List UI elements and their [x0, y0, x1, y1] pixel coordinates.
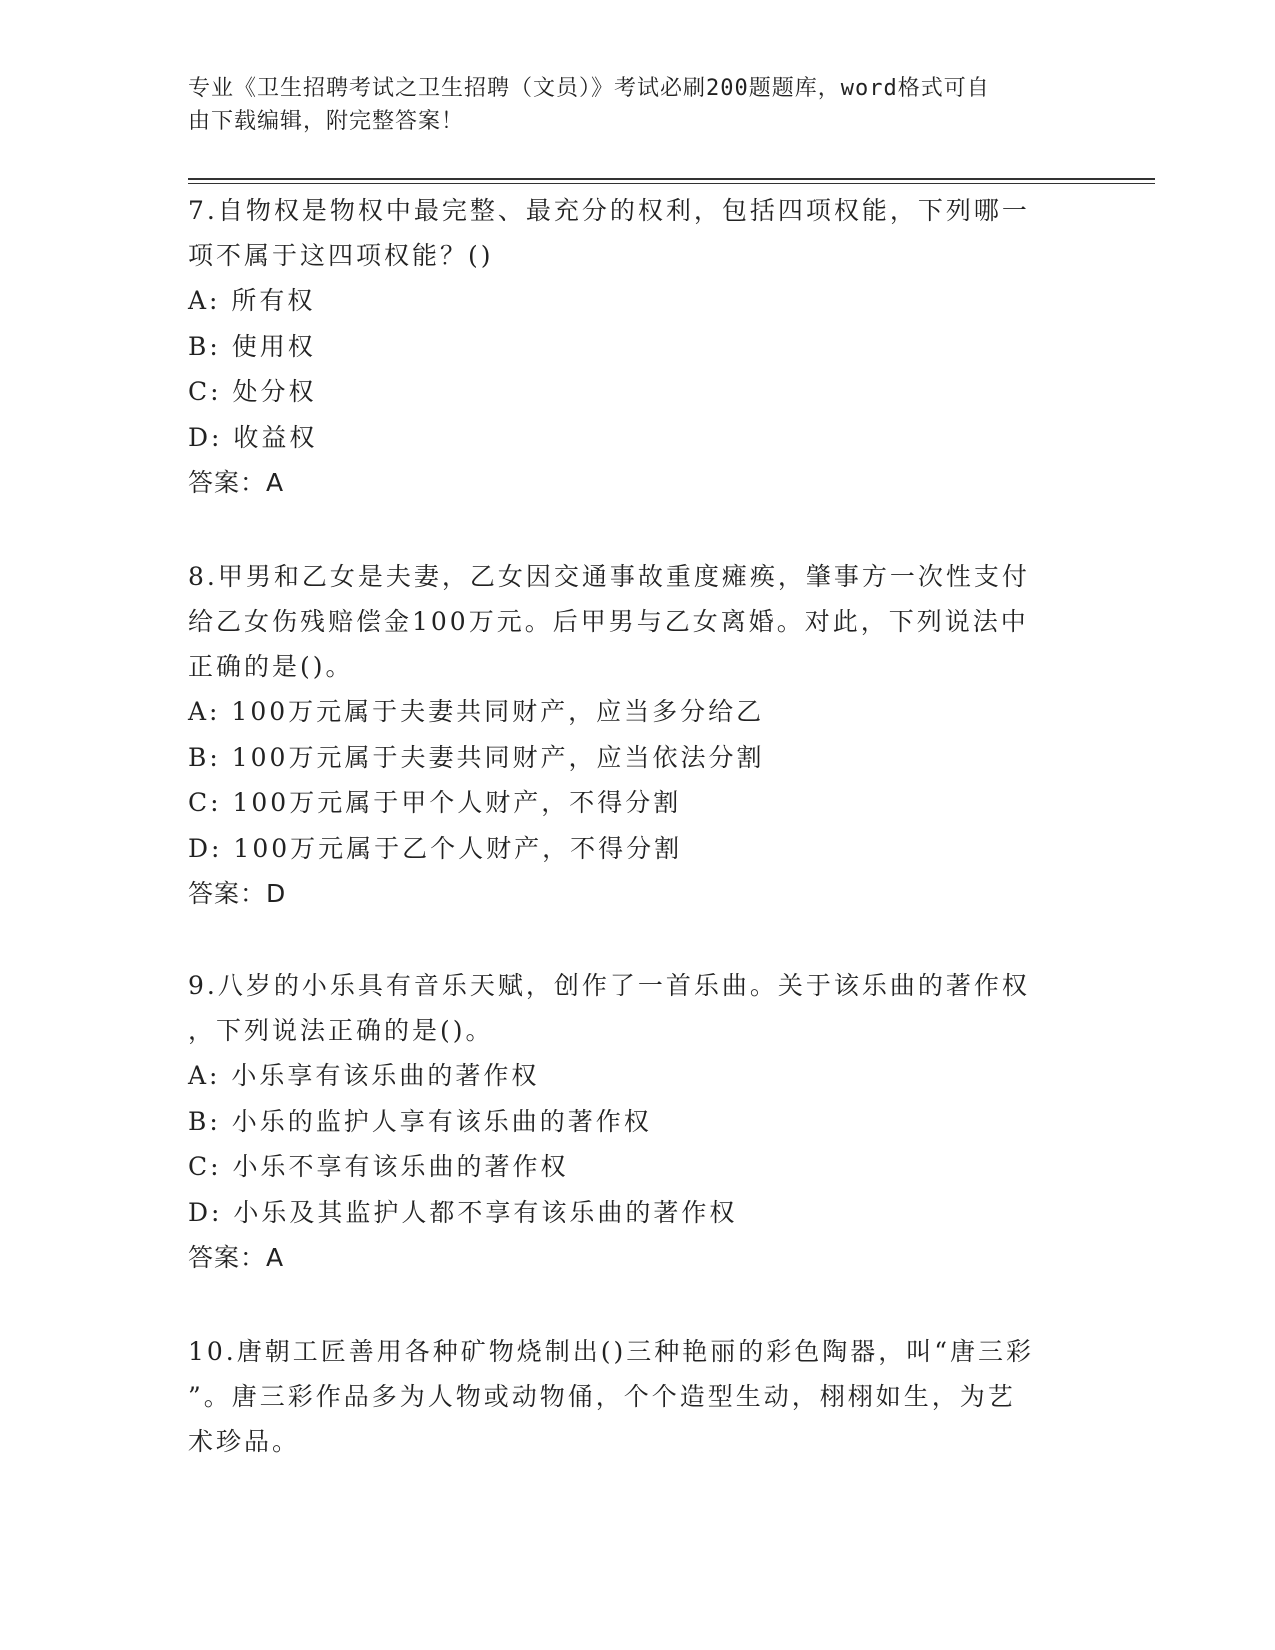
- header-line-2: 由下载编辑，附完整答案！: [188, 109, 465, 134]
- option-c: C: 小乐不享有该乐曲的著作权: [188, 1152, 569, 1181]
- option-c: C: 100万元属于甲个人财产，不得分割: [188, 788, 682, 817]
- question-text-line: 10.唐朝工匠善用各种矿物烧制出()三种艳丽的彩色陶器，叫“唐三彩: [188, 1337, 1035, 1366]
- question-8: [188, 554, 1088, 916]
- question-text-line: 项不属于这四项权能？(): [188, 241, 494, 270]
- option-c: C: 处分权: [188, 377, 317, 406]
- question-text-line: 8.甲男和乙女是夫妻，乙女因交通事故重度瘫痪，肇事方一次性支付: [188, 562, 1030, 591]
- question-7: [188, 188, 1088, 505]
- option-a: A: 所有权: [188, 286, 316, 315]
- option-a: A: 小乐享有该乐曲的著作权: [188, 1061, 540, 1090]
- header-line-1: 专业《卫生招聘考试之卫生招聘（文员）》考试必刷200题题库，word格式可自: [188, 76, 990, 101]
- document-header: [188, 72, 1068, 138]
- question-9: [188, 963, 1088, 1280]
- header-divider-thick: [188, 178, 1155, 180]
- answer-line: 答案：A: [188, 1243, 285, 1272]
- question-text-line: ”。唐三彩作品多为人物或动物俑，个个造型生动，栩栩如生，为艺: [188, 1382, 1016, 1411]
- header-divider-thin: [188, 183, 1155, 184]
- question-text-line: 9.八岁的小乐具有音乐天赋，创作了一首乐曲。关于该乐曲的著作权: [188, 971, 1030, 1000]
- question-text-line: 术珍品。: [188, 1427, 301, 1456]
- option-a: A: 100万元属于夫妻共同财产，应当多分给乙: [188, 697, 765, 726]
- question-10: [188, 1329, 1088, 1464]
- question-text-line: ，下列说法正确的是()。: [188, 1016, 494, 1045]
- option-b: B: 小乐的监护人享有该乐曲的著作权: [188, 1106, 652, 1136]
- question-text-line: 正确的是()。: [188, 652, 354, 681]
- answer-line: 答案：D: [188, 879, 287, 908]
- option-d: D: 100万元属于乙个人财产，不得分割: [188, 833, 683, 863]
- answer-line: 答案：A: [188, 468, 285, 497]
- option-d: D: 收益权: [188, 422, 318, 452]
- question-text-line: 7.自物权是物权中最完整、最充分的权利，包括四项权能，下列哪一: [188, 196, 1030, 225]
- option-b: B: 使用权: [188, 331, 316, 361]
- option-d: D: 小乐及其监护人都不享有该乐曲的著作权: [188, 1197, 738, 1227]
- question-text-line: 给乙女伤残赔偿金100万元。后甲男与乙女离婚。对此，下列说法中: [188, 607, 1029, 636]
- option-b: B: 100万元属于夫妻共同财产，应当依法分割: [188, 742, 765, 772]
